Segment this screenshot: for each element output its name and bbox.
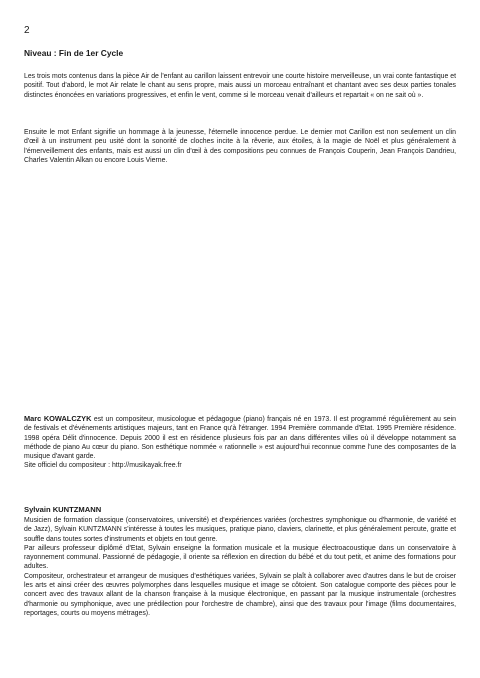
arranger-paragraph-1: Musicien de formation classique (conservatoires, université) et d'expériences variées (orchestres symphonique ou d'harmonie, de variété et de Jazz), Sylvain KUNTZMANN s'intéresse à toutes les musiques, pratique piano, claviers, clarinette, et plus généralement percute, gratte et souffle dans toutes sortes d'instruments et objets en tout genre. (24, 517, 456, 543)
intro-paragraph-2: Ensuite le mot Enfant signifie un hommage à la jeunesse, l'éternelle innocence perdue. Le dernier mot Carillon est non seulement un clin d'œil à un instrument peu usité dont la sonorité de cloches incite à la rêverie, aux étoiles, à la magie de Noël et plus généralement à l'émerveillement des enfants, mais est aussi un clin d'œil à des compositions peu connues de François Couperin, Jean François Dandrieu, Charles Valentin Alkan ou encore Louis Vierne. (24, 129, 456, 164)
composer-website: Site officiel du compositeur : http://musikayak.free.fr (24, 462, 182, 470)
composer-bio (24, 414, 456, 471)
arranger-paragraph-2: Par ailleurs professeur diplômé d'Etat, Sylvain enseigne la formation musicale et la musique électroacoustique dans un conservatoire à rayonnement communal. Passionné de pédagogie, il oriente sa réflexion en direction du bébé et du tout petit, et anime des formations pour adultes. (24, 544, 456, 571)
composer-name: Marc KOWALCZYK (24, 414, 92, 423)
arranger-paragraph-3: Compositeur, orchestrateur et arrangeur de musiques d'esthétiques variées, Sylvain se plaît à collaborer avec d'autres dans le but de croiser les arts et ainsi créer des œuvres polymorphes dans lesquelles musique et image se côtoient. Son catalogue comporte des pièces pour le concert avec des travaux allant de la chanson française à la musique électronique, en passant par la musique instrumentale (orchestres d'harmonie ou symphonique, avec une prédilection pour l'orchestre de chambre), ainsi que des travaux pour l'image (films documentaires, reportages, courts ou moyens métrages). (24, 572, 456, 617)
intro-paragraph-1: Les trois mots contenus dans la pièce Air de l'enfant au carillon laissent entrevoir une courte histoire merveilleuse, un vrai conte fantastique et positif. Tout d'abord, le mot Air relate le chant au sens propre, mais aussi un morceau entraînant et chantant avec ses deux parties tonales distinctes énoncées en variations progressives, et enfin le vent, comme si le morceau venait d'ailleurs et repartait « on ne sait où ». (24, 73, 456, 99)
composer-bio-text: est un compositeur, musicologue et pédagogue (piano) français né en 1973. Il est programmé régulièrement au sein de festivals et d'événements artistiques majeurs, tant en France qu'à l'étranger. 1994 Première commande d'Etat. 1995 Première résidence. 1998 opéra Délit d'innocence. Depuis 2000 il est en résidence plusieurs fois par an dans différentes villes où il développe notamment sa méthode de piano Au cœur du piano. Son esthétique nommée « rationnelle » est aujourd'hui reconnue comme l'une des composantes de la musique d'avant garde. (24, 416, 457, 461)
arranger-name: Sylvain KUNTZMANN (24, 505, 102, 514)
niveau-heading: Niveau : Fin de 1er Cycle (24, 48, 124, 58)
page-number: 2 (24, 25, 30, 36)
arranger-bio (24, 516, 456, 618)
